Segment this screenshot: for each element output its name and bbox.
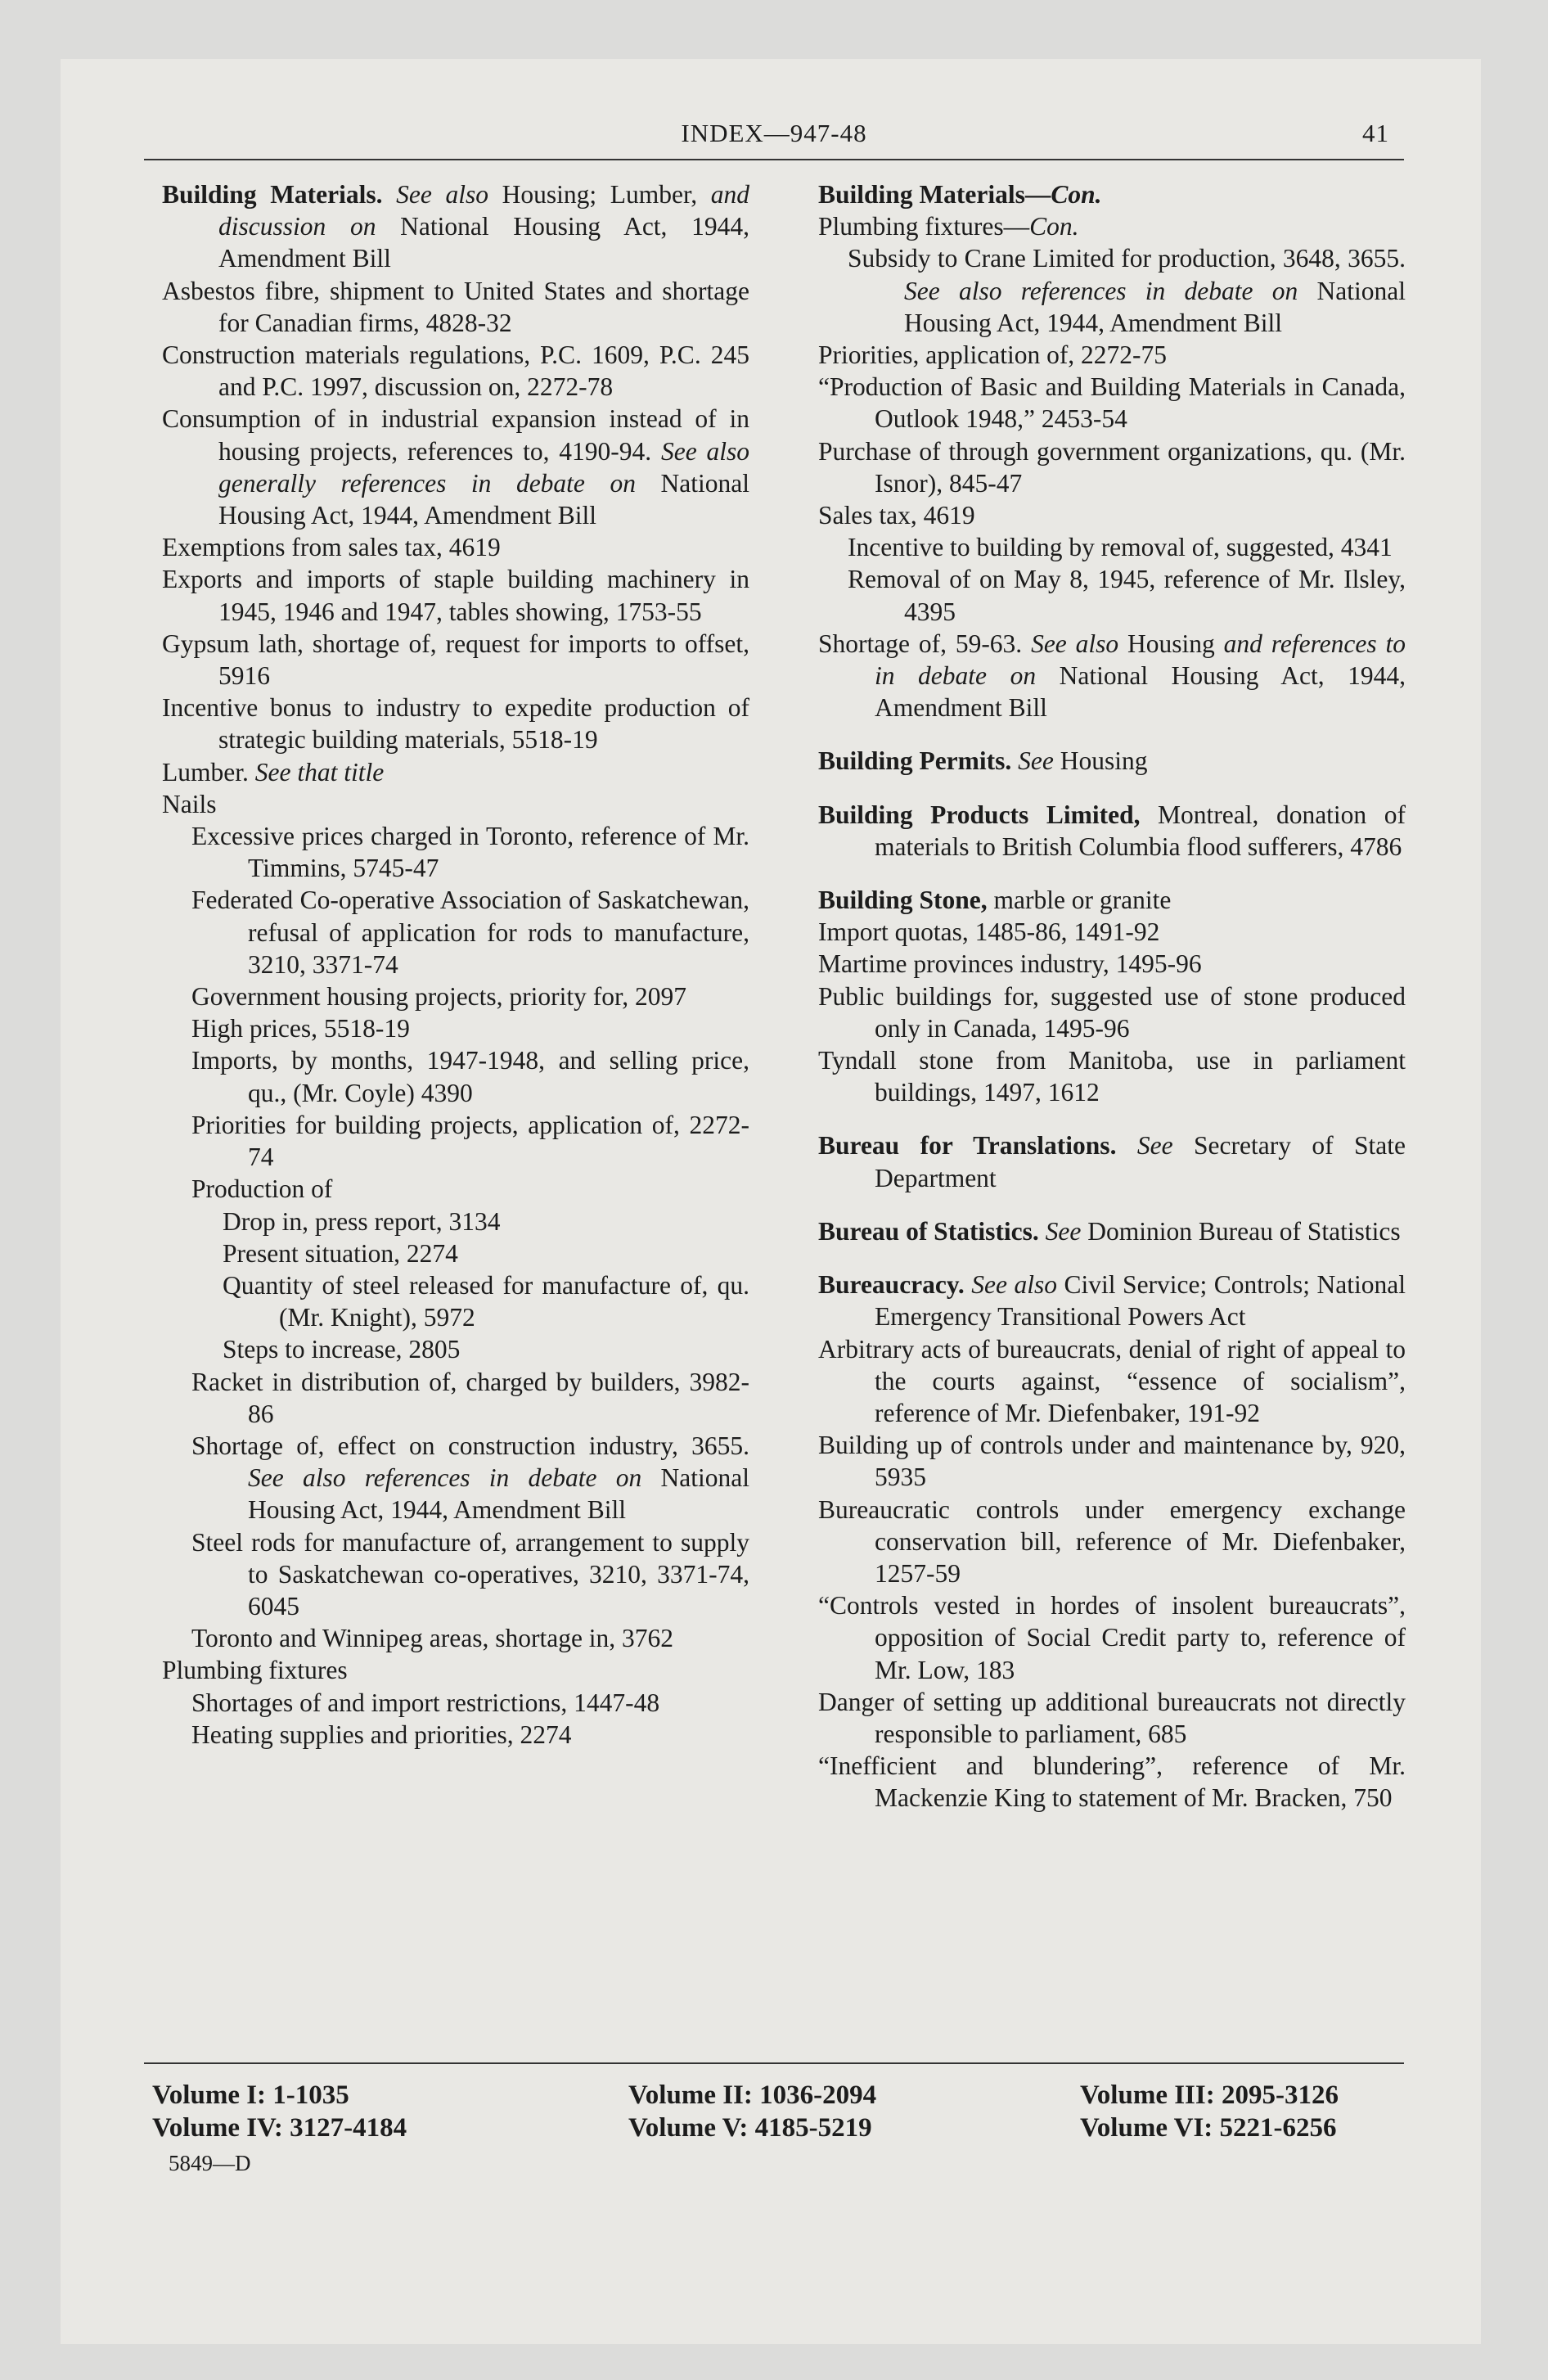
index-heading-building-stone: Building Stone, marble or granite <box>818 886 1172 915</box>
index-subentry: Shortage of, effect on construction industry, 3655. See also references in debate on National Housing Act, 1944, Amendment Bill <box>191 1431 749 1525</box>
index-heading-building-materials: Building Materials. See also Housing; Lumber, and discussion on National Housing Act, 1944, Amendment Bill <box>162 180 750 273</box>
page-header <box>144 115 1404 156</box>
index-heading-building-permits: Building Permits. See Housing <box>818 746 1148 776</box>
index-entry: “Inefficient and blundering”, reference of Mr. Mackenzie King to statement of Mr. Bracken, 750 <box>818 1751 1406 1813</box>
index-entry: Import quotas, 1485-86, 1491-92 <box>818 917 1160 947</box>
running-title: INDEX—947-48 <box>681 119 867 147</box>
footer-rule <box>144 2062 1404 2064</box>
index-entry: Purchase of through government organizations, qu. (Mr. Isnor), 845-47 <box>818 436 1406 498</box>
index-subentry: Heating supplies and priorities, 2274 <box>191 1720 572 1749</box>
index-entry: Tyndall stone from Manitoba, use in parliament buildings, 1497, 1612 <box>818 1046 1406 1107</box>
index-entry: Shortage of, 59-63. See also Housing and references to in debate on National Housing Act, 1944, Amendment Bill <box>818 629 1406 723</box>
index-subentry: Steel rods for manufacture of, arrangement to supply to Saskatchewan co-operatives, 3210, 3371-74, 6045 <box>191 1527 749 1620</box>
index-subsubentry: Drop in, press report, 3134 <box>223 1206 501 1236</box>
index-entry: Martime provinces industry, 1495-96 <box>818 949 1202 979</box>
index-subentry: Racket in distribution of, charged by builders, 3982-86 <box>191 1367 749 1428</box>
index-subentry: Government housing projects, priority for, 2097 <box>191 982 687 1012</box>
index-subentry: Shortages of and import restrictions, 1447-48 <box>191 1688 660 1717</box>
volume-legend-col-3: Volume III: 2095-3126 Volume VI: 5221-6256 <box>1080 2080 1339 2143</box>
index-subsubentry: Quantity of steel released for manufacture of, qu. (Mr. Knight), 5972 <box>223 1270 749 1332</box>
index-entry: Lumber. See that title <box>162 757 385 787</box>
index-heading-continued: Building Materials—Con. <box>818 180 1102 209</box>
index-subentry: Priorities for building projects, application of, 2272-74 <box>191 1110 749 1172</box>
index-heading-bureaucracy: Bureaucracy. See also Civil Service; Controls; National Emergency Transitional Powers Act <box>818 1270 1406 1332</box>
index-entry: Gypsum lath, shortage of, request for imports to offset, 5916 <box>162 629 749 691</box>
index-subentry: Removal of on May 8, 1945, reference of Mr. Ilsley, 4395 <box>848 565 1406 626</box>
index-heading-bureau-translations: Bureau for Translations. See Secretary of State Department <box>818 1131 1406 1192</box>
index-entry: “Production of Basic and Building Materials in Canada, Outlook 1948,” 2453-54 <box>818 372 1406 434</box>
index-entry: Asbestos fibre, shipment to United States and shortage for Canadian firms, 4828-32 <box>162 276 749 337</box>
index-subentry: Imports, by months, 1947-1948, and selling price, qu., (Mr. Coyle) 4390 <box>191 1046 749 1107</box>
index-subsubentry: Steps to increase, 2805 <box>223 1335 461 1364</box>
index-entry: Exemptions from sales tax, 4619 <box>162 533 501 562</box>
volume-legend-col-2: Volume II: 1036-2094 Volume V: 4185-5219 <box>628 2080 877 2143</box>
left-column <box>162 178 749 1751</box>
index-entry: “Controls vested in hordes of insolent bureaucrats”, opposition of Social Credit party to, reference of Mr. Low, 183 <box>818 1591 1406 1684</box>
header-rule <box>144 159 1404 160</box>
index-entry: Priorities, application of, 2272-75 <box>818 340 1168 370</box>
index-subentry: Toronto and Winnipeg areas, shortage in, 3762 <box>191 1624 674 1653</box>
index-subentry: High prices, 5518-19 <box>191 1014 410 1044</box>
index-heading-bureau-statistics: Bureau of Statistics. See Dominion Bureau of Statistics <box>818 1216 1401 1246</box>
index-subentry: Subsidy to Crane Limited for production, 3648, 3655. See also references in debate on National Housing Act, 1944, Amendment Bill <box>848 244 1406 337</box>
index-subheading-continued: Plumbing fixtures—Con. <box>818 212 1079 241</box>
index-heading-building-products: Building Products Limited, Montreal, donation of materials to British Columbia flood sufferers, 4786 <box>818 800 1406 861</box>
index-entry: Public buildings for, suggested use of stone produced only in Canada, 1495-96 <box>818 981 1406 1043</box>
index-entry: Arbitrary acts of bureaucrats, denial of right of appeal to the courts against, “essence of socialism”, reference of Mr. Diefenbaker, 191-92 <box>818 1334 1406 1427</box>
volume-legend-col-1: Volume I: 1-1035 Volume IV: 3127-4184 <box>152 2080 407 2143</box>
index-entry: Construction materials regulations, P.C. 1609, P.C. 245 and P.C. 1997, discussion on, 2272-78 <box>162 340 749 402</box>
index-subentry: Production of <box>191 1174 333 1204</box>
index-subheading-nails: Nails <box>162 789 217 818</box>
index-entry: Danger of setting up additional bureaucrats not directly responsible to parliament, 685 <box>818 1687 1406 1748</box>
index-subsubentry: Present situation, 2274 <box>223 1238 458 1268</box>
index-subentry: Incentive to building by removal of, suggested, 4341 <box>848 533 1393 562</box>
index-subentry: Federated Co-operative Association of Saskatchewan, refusal of application for rods to manufacture, 3210, 3371-74 <box>191 886 749 979</box>
index-entry: Sales tax, 4619 <box>818 501 975 530</box>
print-code: 5849—D <box>169 2151 251 2175</box>
right-column <box>818 178 1406 1814</box>
page-number: 41 <box>1362 119 1389 147</box>
index-entry: Consumption of in industrial expansion instead of in housing projects, references to, 4190-94. See also generally references in debate on National Housing Act, 1944, Amendment Bill <box>162 404 749 530</box>
index-entry: Bureaucratic controls under emergency exchange conservation bill, reference of Mr. Diefenbaker, 1257-59 <box>818 1494 1406 1588</box>
index-entry: Building up of controls under and maintenance by, 920, 5935 <box>818 1431 1406 1492</box>
index-entry: Incentive bonus to industry to expedite production of strategic building materials, 5518-19 <box>162 693 749 755</box>
index-subheading-plumbing: Plumbing fixtures <box>162 1656 348 1685</box>
index-subentry: Excessive prices charged in Toronto, reference of Mr. Timmins, 5745-47 <box>191 822 749 883</box>
index-entry: Exports and imports of staple building machinery in 1945, 1946 and 1947, tables showing, 1753-55 <box>162 565 749 626</box>
